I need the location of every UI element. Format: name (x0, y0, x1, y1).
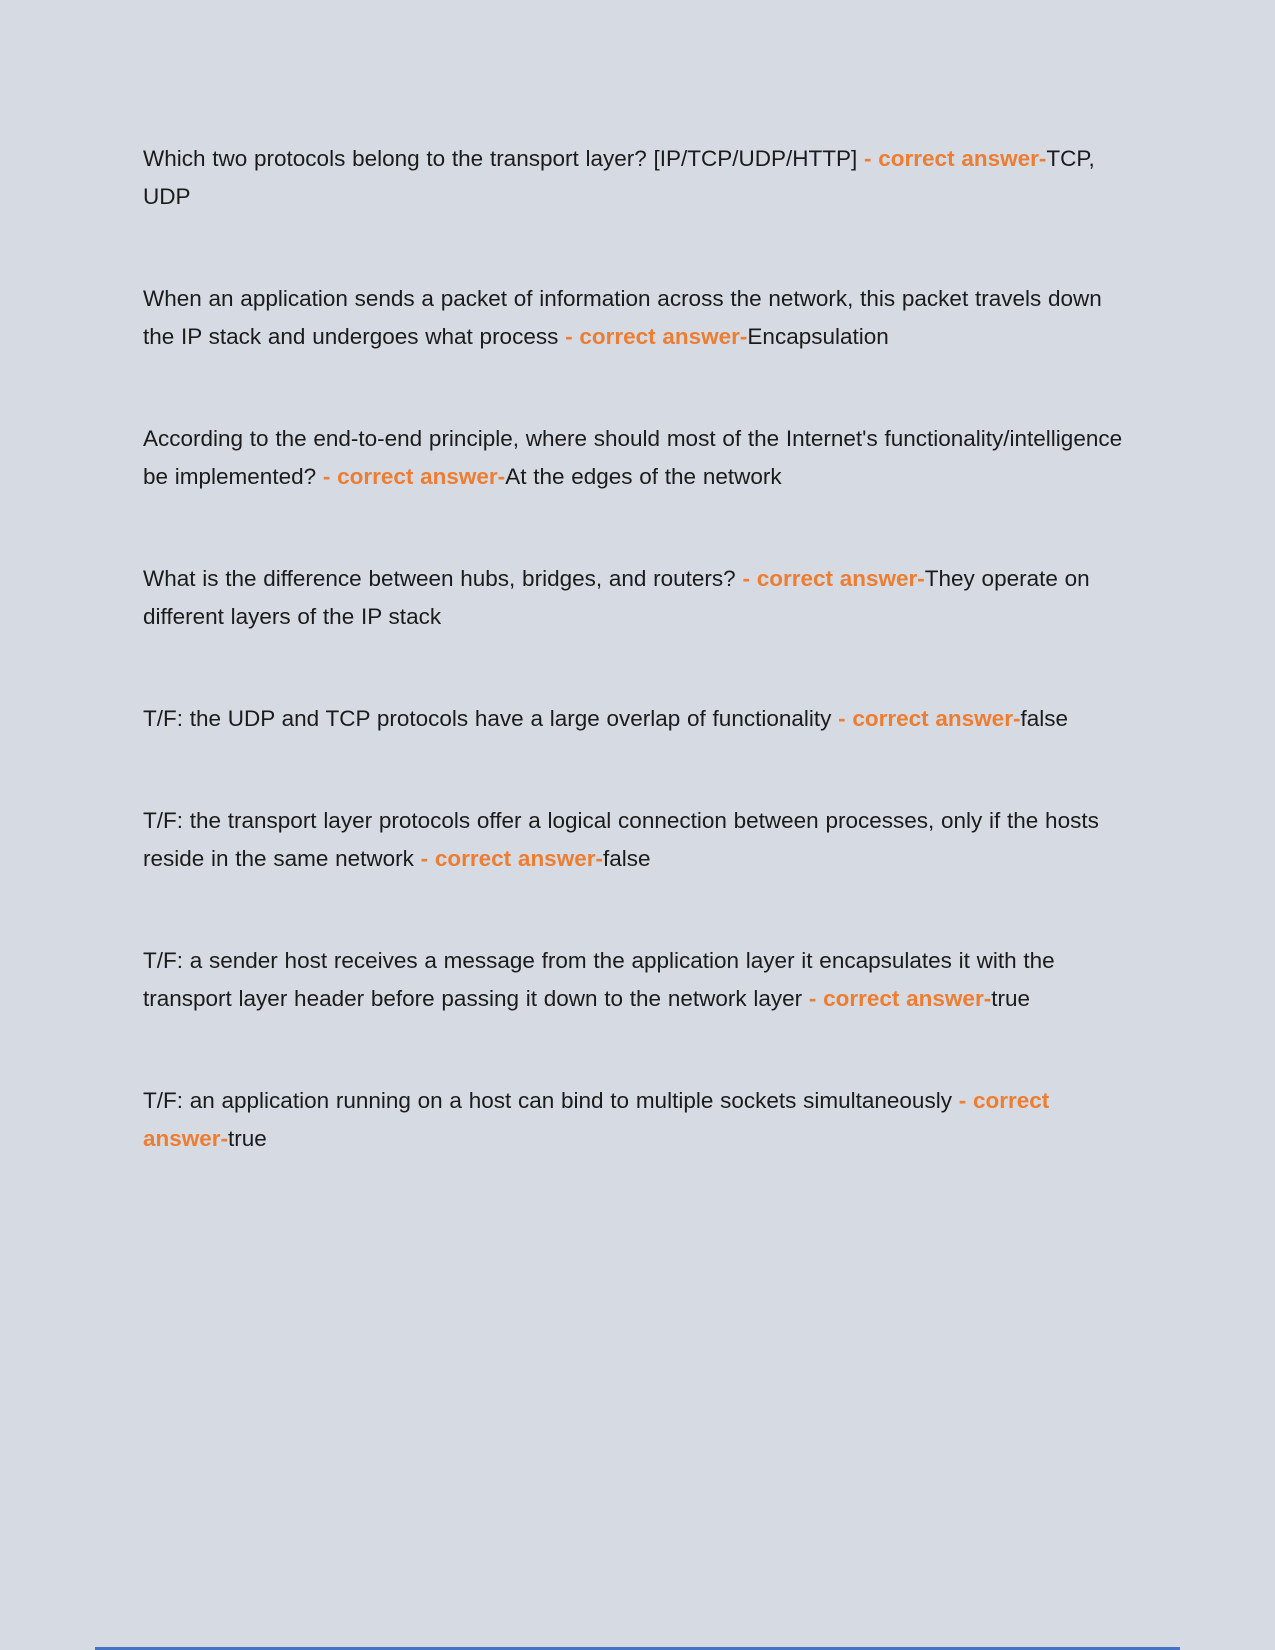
qa-item (143, 1082, 1135, 1158)
question-text: T/F: an application running on a host can bind to multiple sockets simultaneously (143, 1088, 959, 1113)
qa-item (143, 802, 1135, 878)
answer-text: true (991, 986, 1030, 1011)
correct-answer-marker: - correct answer- (864, 146, 1047, 171)
question-text: T/F: the transport layer protocols offer a logical connection between processes, only if the hosts reside in the same network (143, 808, 1099, 871)
question-text: T/F: a sender host receives a message from the application layer it encapsulates it with the transport layer header before passing it down to the network layer (143, 948, 1055, 1011)
answer-text: They operate on different layers of the IP stack (143, 566, 1090, 629)
qa-item (143, 140, 1135, 216)
correct-answer-marker: - correct answer- (838, 706, 1021, 731)
answer-text: true (228, 1126, 267, 1151)
question-text: T/F: the UDP and TCP protocols have a large overlap of functionality (143, 706, 839, 731)
correct-answer-marker: - correct answer- (143, 1088, 1050, 1151)
qa-item (143, 560, 1135, 636)
qa-list (143, 140, 1135, 1222)
answer-text: Encapsulation (747, 324, 889, 349)
answer-text: At the edges of the network (505, 464, 782, 489)
correct-answer-marker: - correct answer- (565, 324, 748, 349)
answer-text: TCP, UDP (143, 146, 1095, 209)
correct-answer-marker: - correct answer- (420, 846, 603, 871)
answer-text: false (602, 846, 651, 871)
question-text: What is the difference between hubs, bridges, and routers? (143, 566, 743, 591)
correct-answer-marker: - correct answer- (322, 464, 506, 489)
correct-answer-marker: - correct answer- (808, 986, 992, 1011)
qa-item (143, 942, 1135, 1018)
correct-answer-marker: - correct answer- (742, 566, 925, 591)
qa-item (143, 280, 1135, 356)
question-text: According to the end-to-end principle, where should most of the Internet's functionality/intelligence be implemented? (143, 426, 1123, 489)
qa-item (143, 420, 1135, 496)
answer-text: false (1020, 706, 1068, 731)
question-text: When an application sends a packet of information across the network, this packet travels down the IP stack and undergoes what process (143, 286, 1102, 349)
question-text: Which two protocols belong to the transport layer? [IP/TCP/UDP/HTTP] (143, 146, 865, 171)
qa-item (143, 700, 1135, 738)
